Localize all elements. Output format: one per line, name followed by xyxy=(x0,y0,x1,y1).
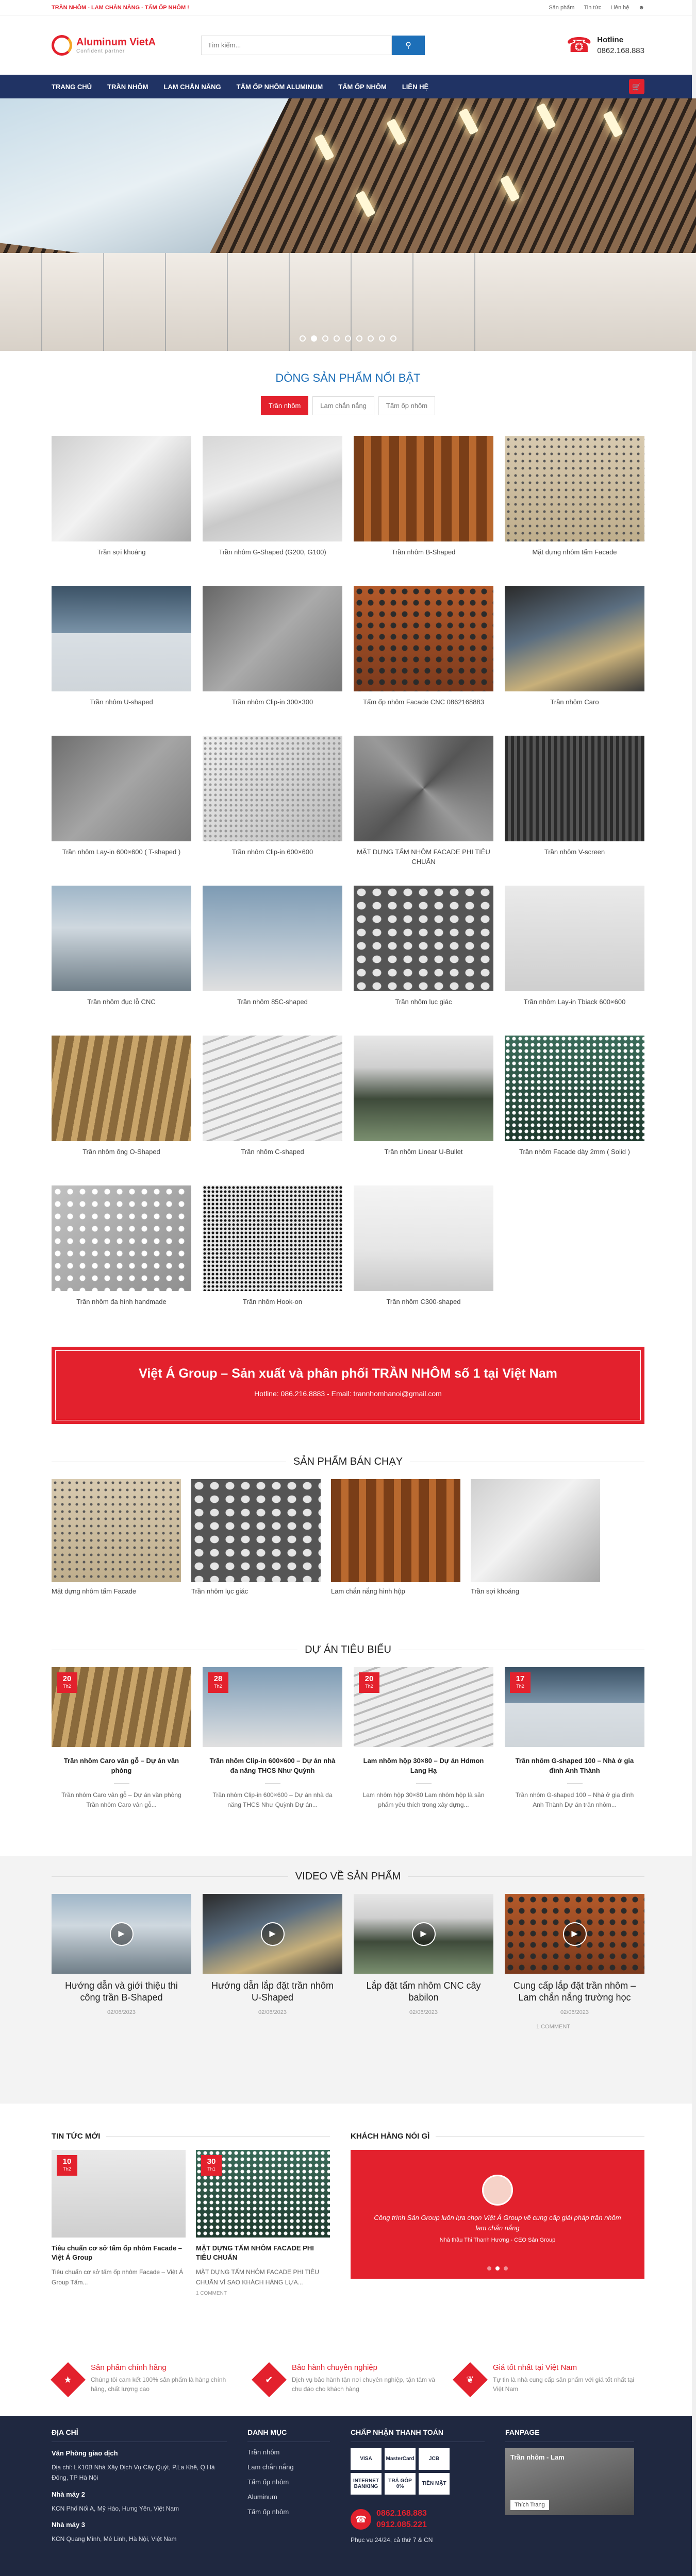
product-card[interactable] xyxy=(505,886,644,1015)
testimonial-dot[interactable] xyxy=(504,2266,508,2270)
product-image[interactable] xyxy=(203,736,342,841)
toplink-news[interactable]: Tin tức xyxy=(584,5,602,11)
cash-logo: TIỀN MẶT xyxy=(419,2473,450,2495)
videos-section xyxy=(0,1856,696,2104)
office-address: Địa chỉ: LK10B Nhà Xây Dịch Vụ Cây Quýt, P.La Khê, Q.Hà Đông, TP Hà Nội xyxy=(52,2463,215,2482)
testimonial-quote: Công trình Sản Group luôn lựa chọn Việt Á Group về cung cấp giải pháp trần nhôm lam chắn nắng xyxy=(374,2214,621,2232)
nav-sunshade[interactable]: LAM CHẮN NẮNG xyxy=(163,82,221,91)
logo-tagline: Confident partner xyxy=(76,48,125,54)
video-thumbnail[interactable] xyxy=(505,1894,644,1974)
news-item[interactable] xyxy=(52,2150,186,2296)
bestsellers-title: SẢN PHẨM BÁN CHẠY xyxy=(293,1456,403,1467)
product-name[interactable]: Trần nhôm lục giác xyxy=(395,998,452,1006)
product-card[interactable] xyxy=(52,886,191,1015)
visa-logo: VISA xyxy=(351,2448,382,2470)
product-name[interactable]: Trần nhôm Linear U-Bullet xyxy=(384,1148,463,1156)
fanpage-widget[interactable] xyxy=(505,2448,634,2515)
video-title[interactable]: Hướng dẫn lắp đặt trần nhôm U-Shaped xyxy=(211,1980,334,2003)
installment-logo: TRẢ GÓP 0% xyxy=(385,2473,416,2495)
project-date: 17 Th2 xyxy=(510,1672,531,1693)
news-date: 30 Th1 xyxy=(201,2155,222,2176)
product-name[interactable]: Trần nhôm Lay-in Tbiack 600×600 xyxy=(523,998,626,1006)
project-image[interactable] xyxy=(354,1667,493,1747)
search-button[interactable] xyxy=(392,36,425,55)
search-icon: ⚲ xyxy=(405,41,411,50)
product-card[interactable] xyxy=(203,1036,342,1165)
factory2-label: Nhà máy 2 xyxy=(52,2490,86,2498)
bestseller-name[interactable]: Mặt dựng nhôm tấm Facade xyxy=(52,1587,137,1595)
bestsellers-carousel xyxy=(52,1479,644,1595)
play-icon[interactable]: ▶ xyxy=(261,1922,285,1946)
product-name[interactable]: Trần nhôm ống O-Shaped xyxy=(82,1148,160,1156)
product-name[interactable]: Trần nhôm Caro xyxy=(550,698,599,706)
avatar xyxy=(482,2175,513,2206)
office-label: Văn Phòng giao dịch xyxy=(52,2449,118,2457)
testimonial-author: Nhà thầu Thi Thanh Hương - CEO Sản Group xyxy=(439,2237,556,2244)
product-card[interactable] xyxy=(505,1036,644,1165)
news-image[interactable] xyxy=(52,2150,186,2238)
hotline-box xyxy=(566,35,644,56)
project-card[interactable] xyxy=(203,1667,342,1810)
testimonial-dots xyxy=(351,2266,644,2270)
product-image[interactable] xyxy=(354,586,493,691)
page-scrollbar[interactable] xyxy=(692,0,696,2576)
product-image[interactable] xyxy=(191,1479,321,1582)
product-image[interactable] xyxy=(505,886,644,991)
product-image[interactable] xyxy=(354,1185,493,1291)
customers-title: KHÁCH HÀNG NÓI GÌ xyxy=(351,2132,430,2141)
product-name[interactable]: Trần nhôm C300-shaped xyxy=(386,1298,461,1306)
service-hours: Phục vụ 24/24, cả thứ 7 & CN xyxy=(351,2536,433,2544)
nav-aluminum-panel[interactable]: TẤM ỐP NHÔM ALUMINUM xyxy=(236,82,323,91)
feature-title: Sản phẩm chính hãng xyxy=(91,2363,167,2372)
product-card[interactable] xyxy=(354,1185,493,1315)
product-name[interactable]: Trần nhôm Clip-in 600×600 xyxy=(231,848,313,856)
play-icon[interactable]: ▶ xyxy=(412,1922,436,1946)
tab-ceiling[interactable]: Trần nhôm xyxy=(261,396,308,415)
project-image[interactable] xyxy=(52,1667,191,1747)
slider-dot[interactable] xyxy=(390,335,396,342)
project-card[interactable] xyxy=(52,1667,191,1810)
product-name[interactable]: Trần nhôm U-shaped xyxy=(90,698,153,706)
product-image[interactable] xyxy=(52,1036,191,1141)
product-name[interactable]: Trần nhôm Hook-on xyxy=(242,1298,303,1306)
toplink-products[interactable]: Sản phẩm xyxy=(549,5,575,11)
nav-contact[interactable]: LIÊN HỆ xyxy=(402,82,429,91)
product-grid xyxy=(52,436,644,1315)
project-card[interactable] xyxy=(505,1667,644,1810)
product-card[interactable] xyxy=(203,736,342,865)
product-image[interactable] xyxy=(52,736,191,841)
videos-list xyxy=(52,1894,644,2015)
video-card[interactable] xyxy=(354,1894,493,2015)
like-page-button[interactable]: Thích Trang xyxy=(510,2500,549,2510)
project-image[interactable] xyxy=(505,1667,644,1747)
factory3-address: KCN Quang Minh, Mê Linh, Hà Nội, Việt Nam xyxy=(52,2535,177,2543)
bestsellers-header xyxy=(52,1456,644,1468)
product-image[interactable] xyxy=(52,1185,191,1291)
news-section xyxy=(52,2132,330,2296)
projects-header xyxy=(52,1644,644,1656)
news-headline[interactable]: Tiêu chuẩn cơ sở tấm ốp nhôm Facade – Việt Á Group xyxy=(52,2244,183,2262)
product-name[interactable]: Trần nhôm G-Shaped (G200, G100) xyxy=(219,548,326,556)
footer-link[interactable]: Tấm ốp nhôm xyxy=(247,2478,289,2486)
product-name[interactable]: MẶT DỰNG TẤM NHÔM FACADE PHI TIÊU CHUẨN xyxy=(357,848,490,866)
logo-mark-icon xyxy=(52,35,72,56)
slider-dot[interactable] xyxy=(322,335,328,342)
video-card[interactable] xyxy=(505,1894,644,2015)
phone-icon: ☎ xyxy=(566,33,592,57)
video-date: 02/06/2023 xyxy=(560,2009,589,2015)
bestseller-name[interactable]: Trần nhôm lục giác xyxy=(191,1587,248,1595)
footer-link[interactable]: Trần nhôm xyxy=(247,2448,280,2456)
news-image[interactable] xyxy=(196,2150,330,2238)
product-image[interactable] xyxy=(471,1479,600,1582)
slider-dot[interactable] xyxy=(379,335,385,342)
product-image[interactable] xyxy=(52,1479,181,1582)
bestseller-item[interactable] xyxy=(471,1479,600,1595)
hotline-label: Hotline xyxy=(597,35,624,44)
product-name[interactable]: Trần nhôm B-Shaped xyxy=(391,548,456,556)
bestseller-item[interactable] xyxy=(52,1479,181,1595)
phone-icon: ☎ xyxy=(351,2509,371,2530)
shield-icon: ✔ xyxy=(252,2362,287,2397)
product-card[interactable] xyxy=(52,1185,191,1315)
news-date: 10 Th2 xyxy=(57,2155,77,2176)
product-image[interactable] xyxy=(52,886,191,991)
product-card[interactable] xyxy=(354,886,493,1015)
product-name[interactable]: Trần nhôm Clip-in 300×300 xyxy=(231,698,313,706)
play-icon[interactable]: ▶ xyxy=(110,1922,134,1946)
product-image[interactable] xyxy=(354,886,493,991)
product-card[interactable] xyxy=(354,1036,493,1165)
testimonial-dot[interactable] xyxy=(487,2266,491,2270)
projects-list xyxy=(52,1667,644,1810)
product-card[interactable] xyxy=(203,586,342,715)
footer xyxy=(0,2416,696,2576)
feature-title: Giá tốt nhất tại Việt Nam xyxy=(493,2363,577,2372)
product-card[interactable] xyxy=(52,736,191,865)
footer-category-title: DANH MỤC xyxy=(247,2428,330,2442)
product-name[interactable]: Tấm ốp nhôm Facade CNC 0862168883 xyxy=(363,698,484,706)
main-nav xyxy=(0,75,696,98)
video-date: 02/06/2023 xyxy=(107,2009,136,2015)
video-date: 02/06/2023 xyxy=(258,2009,287,2015)
footer-address xyxy=(52,2428,227,2545)
news-comment-count[interactable]: 1 COMMENT xyxy=(196,2290,227,2296)
nav-ceiling[interactable]: TRẦN NHÔM xyxy=(107,82,148,91)
video-card[interactable] xyxy=(203,1894,342,2015)
product-image[interactable] xyxy=(354,436,493,541)
footer-link[interactable]: Lam chắn nắng xyxy=(247,2463,294,2471)
video-title[interactable]: Hướng dẫn và giới thiệu thi công trần B-Shaped xyxy=(65,1980,178,2003)
product-image[interactable] xyxy=(354,1036,493,1141)
project-excerpt: Trần nhôm Caro vân gỗ – Dự án văn phòng Trần nhôm Caro vân gỗ... xyxy=(61,1791,181,1808)
bestseller-item[interactable] xyxy=(191,1479,321,1595)
footer-payment-title: CHẤP NHẬN THANH TOÁN xyxy=(351,2428,485,2442)
fanpage-name[interactable]: Trần nhôm - Lam xyxy=(510,2453,565,2461)
feature-desc: Dịch vụ bảo hành tận nơi chuyên nghiệp, tận tâm và chu đáo cho khách hàng xyxy=(292,2376,436,2393)
featured-tabs xyxy=(52,396,644,415)
banner-contact: Hotline: 086.216.8883 - Email: trannhomhanoi@gmail.com xyxy=(254,1389,442,1398)
feature-desc: Chúng tôi cam kết 100% sản phẩm là hàng chính hãng, chất lượng cao xyxy=(91,2376,226,2393)
footer-fanpage-title: FANPAGE xyxy=(505,2428,634,2442)
mastercard-logo: MasterCard xyxy=(385,2448,416,2470)
project-card[interactable] xyxy=(354,1667,493,1810)
slider-dot[interactable] xyxy=(368,335,374,342)
slider-dot[interactable] xyxy=(334,335,340,342)
footer-phone-2[interactable]: 0912.085.221 xyxy=(376,2520,427,2530)
product-image[interactable] xyxy=(505,1036,644,1141)
product-image[interactable] xyxy=(203,886,342,991)
bestseller-item[interactable] xyxy=(331,1479,460,1595)
news-excerpt: MẶT DỰNG TẤM NHÔM FACADE PHI TIÊU CHUẨN VÌ SAO KHÁCH HÀNG LỰA... xyxy=(196,2268,319,2286)
news-headline[interactable]: MẶT DỰNG TẤM NHÔM FACADE PHI TIÊU CHUẨN xyxy=(196,2244,314,2262)
footer-phone-1[interactable]: 0862.168.883 xyxy=(376,2509,427,2518)
news-excerpt: Tiêu chuẩn cơ sở tấm ốp nhôm Facade – Việt Á Group Tấm... xyxy=(52,2268,184,2286)
toplink-contact[interactable]: Liên hệ xyxy=(610,5,629,11)
feature-desc: Tự tin là nhà cung cấp sản phẩm với giá tốt nhất tại Việt Nam xyxy=(493,2376,635,2393)
feature-title: Bảo hành chuyên nghiệp xyxy=(292,2363,377,2372)
site-logo[interactable] xyxy=(52,27,160,63)
product-card[interactable] xyxy=(203,886,342,1015)
product-name[interactable]: Trần nhôm đa hình handmade xyxy=(76,1298,167,1306)
videos-title: VIDEO VỀ SẢN PHẨM xyxy=(295,1871,401,1883)
product-name[interactable]: Trần nhôm Facade dày 2mm ( Solid ) xyxy=(519,1148,630,1156)
product-card[interactable] xyxy=(354,436,493,565)
video-date: 02/06/2023 xyxy=(409,2009,438,2015)
product-name[interactable]: Trần nhôm V-screen xyxy=(544,848,605,856)
search-input[interactable] xyxy=(201,36,392,55)
project-excerpt: Trần nhôm G-shaped 100 – Nhà ở gia đình Anh Thành Dự án trần nhôm... xyxy=(515,1791,634,1808)
slider-dot[interactable] xyxy=(311,335,317,342)
video-thumbnail[interactable] xyxy=(354,1894,493,1974)
videos-header xyxy=(52,1871,644,1883)
product-card[interactable] xyxy=(52,1036,191,1165)
video-title[interactable]: Lắp đặt tấm nhôm CNC cây babilon xyxy=(366,1980,481,2003)
product-image[interactable] xyxy=(505,436,644,541)
bestseller-name[interactable]: Trần sợi khoáng xyxy=(471,1587,520,1595)
product-name[interactable]: Trần nhôm Lay-in 600×600 ( T-shaped ) xyxy=(62,848,181,856)
video-card[interactable] xyxy=(52,1894,191,2015)
project-title[interactable]: Trần nhôm Clip-in 600×600 – Dự án nhà đa năng THCS Như Quỳnh xyxy=(209,1757,336,1774)
promo-text: TRẦN NHÔM - LAM CHẮN NẮNG - TẤM ỐP NHÔM ! xyxy=(52,5,189,11)
project-date: 20 Th2 xyxy=(359,1672,379,1693)
product-card[interactable] xyxy=(505,586,644,715)
product-name[interactable]: Trần nhôm đục lỗ CNC xyxy=(87,998,156,1006)
projects-title: DỰ ÁN TIÊU BIỂU xyxy=(305,1644,391,1655)
project-title[interactable]: Trần nhôm Caro vân gỗ – Dự án văn phòng xyxy=(63,1757,179,1774)
product-name[interactable]: Trần nhôm C-shaped xyxy=(241,1148,304,1156)
video-thumbnail[interactable] xyxy=(52,1894,191,1974)
hotline-number[interactable]: 0862.168.883 xyxy=(597,46,644,55)
product-card[interactable] xyxy=(505,736,644,865)
product-card[interactable] xyxy=(52,586,191,715)
internet-banking-logo: INTERNET BANKING xyxy=(351,2473,382,2495)
video-title[interactable]: Cung cấp lắp đặt trần nhôm – Lam chắn nắng trường học xyxy=(513,1980,636,2003)
testimonial-dot[interactable] xyxy=(495,2266,500,2270)
footer-link[interactable]: Tấm ốp nhôm xyxy=(247,2507,289,2516)
tag-icon: ❦ xyxy=(453,2362,488,2397)
features-row xyxy=(52,2363,644,2396)
product-card[interactable] xyxy=(203,436,342,565)
star-icon: ★ xyxy=(51,2362,86,2397)
footer-fanpage xyxy=(505,2428,634,2545)
logo-name: Aluminum VietA xyxy=(76,36,156,48)
jcb-logo: JCB xyxy=(419,2448,450,2470)
banner-title: Việt Á Group – Sản xuất và phân phối TRẦN NHÔM số 1 tại Việt Nam xyxy=(139,1366,557,1381)
footer-categories xyxy=(247,2428,330,2545)
testimonial-slider[interactable] xyxy=(351,2150,644,2279)
play-icon[interactable]: ▶ xyxy=(563,1922,587,1946)
product-image[interactable] xyxy=(203,1185,342,1291)
top-bar xyxy=(0,0,696,15)
product-card[interactable] xyxy=(354,736,493,865)
video-comment-count[interactable]: 1 COMMENT xyxy=(536,2023,570,2030)
product-image[interactable] xyxy=(203,586,342,691)
nav-home[interactable]: TRANG CHỦ xyxy=(52,82,92,91)
slider-dot[interactable] xyxy=(356,335,362,342)
product-image[interactable] xyxy=(203,436,342,541)
product-image[interactable] xyxy=(505,586,644,691)
news-title: TIN TỨC MỚI xyxy=(52,2132,101,2141)
product-image[interactable] xyxy=(331,1479,460,1582)
customers-section xyxy=(351,2132,644,2296)
tab-panel[interactable]: Tấm ốp nhôm xyxy=(378,396,435,415)
product-image[interactable] xyxy=(505,736,644,841)
project-excerpt: Lam nhôm hộp 30×80 Lam nhôm hộp là sản phẩm yêu thích trong xây dựng... xyxy=(362,1791,485,1808)
product-image[interactable] xyxy=(52,436,191,541)
product-image[interactable] xyxy=(52,586,191,691)
search-form xyxy=(201,36,425,55)
slider-dots xyxy=(0,335,696,342)
nav-panel[interactable]: TẤM ỐP NHÔM xyxy=(338,82,387,91)
tab-sunshade[interactable]: Lam chắn nắng xyxy=(312,396,374,415)
header xyxy=(0,15,696,75)
bestseller-name[interactable]: Lam chắn nắng hình hộp xyxy=(331,1587,405,1595)
feature-item xyxy=(454,2363,644,2396)
product-image[interactable] xyxy=(203,1036,342,1141)
product-card[interactable] xyxy=(203,1185,342,1315)
slider-dot[interactable] xyxy=(300,335,306,342)
slider-dot[interactable] xyxy=(345,335,351,342)
product-card[interactable] xyxy=(505,436,644,565)
factory2-address: KCN Phố Nối A, Mỹ Hào, Hưng Yên, Việt Nam xyxy=(52,2504,179,2512)
footer-address-title: ĐỊA CHỈ xyxy=(52,2428,227,2442)
cart-icon[interactable]: 🛒 xyxy=(629,79,644,94)
product-name[interactable]: Trần sợi khoáng xyxy=(97,548,146,556)
product-name[interactable]: Mặt dựng nhôm tấm Facade xyxy=(532,548,617,556)
news-item[interactable] xyxy=(196,2150,330,2296)
project-date: 20 Th2 xyxy=(57,1672,77,1693)
project-title[interactable]: Lam nhôm hộp 30×80 – Dự án Hdmon Lang Hạ xyxy=(363,1757,484,1774)
footer-link[interactable]: Aluminum xyxy=(247,2493,277,2501)
product-card[interactable] xyxy=(52,436,191,565)
user-icon[interactable]: ☻ xyxy=(638,5,644,11)
product-name[interactable]: Trần nhôm 85C-shaped xyxy=(237,998,308,1006)
project-date: 28 Th2 xyxy=(208,1672,228,1693)
factory3-label: Nhà máy 3 xyxy=(52,2520,86,2529)
promo-banner xyxy=(52,1347,644,1424)
hero-slider[interactable] xyxy=(0,98,696,351)
product-card[interactable] xyxy=(354,586,493,715)
featured-title: DÒNG SẢN PHẨM NỔI BẬT xyxy=(275,371,421,384)
video-thumbnail[interactable] xyxy=(203,1894,342,1974)
project-excerpt: Trần nhôm Clip-in 600×600 – Dự án nhà đa năng THCS Như Quỳnh Dự án... xyxy=(212,1791,333,1808)
feature-item xyxy=(253,2363,443,2396)
project-title[interactable]: Trần nhôm G-shaped 100 – Nhà ở gia đình Anh Thành xyxy=(515,1757,634,1774)
feature-item xyxy=(52,2363,242,2396)
footer-payment xyxy=(351,2428,485,2545)
project-image[interactable] xyxy=(203,1667,342,1747)
product-image[interactable] xyxy=(354,736,493,841)
